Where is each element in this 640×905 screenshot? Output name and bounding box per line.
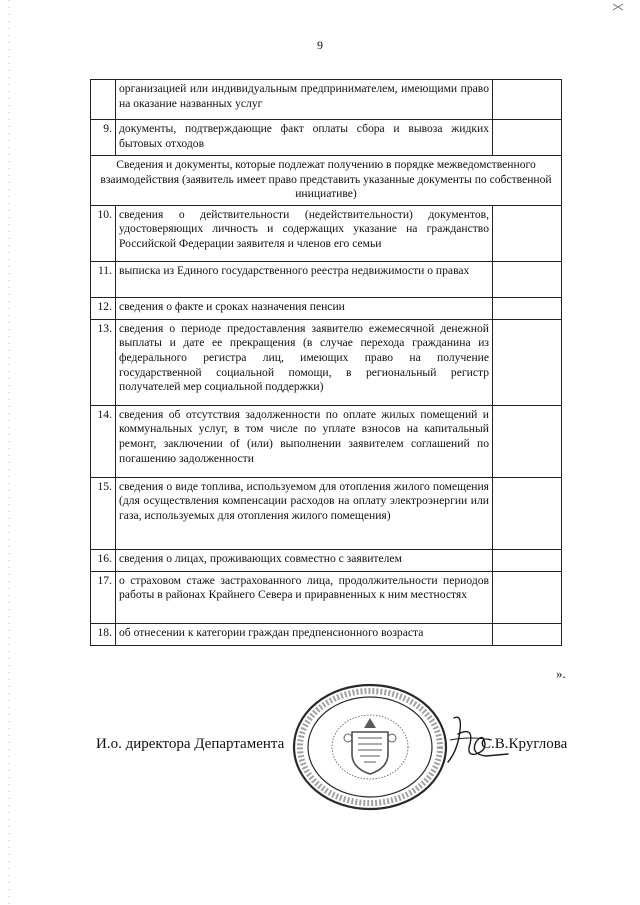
signatory-name: С.В.Круглова — [481, 736, 568, 752]
row-text: сведения о лицах, проживающих совместно с заявителем — [116, 549, 493, 571]
row-text: сведения о периоде предоставления заявителю ежемесячной денежной выплаты и дате ее прекращения (в случае перехода гражданина из федерального регистра лиц, имеющих право на получение государственной социальной помощи, в региональный регистр получателей мер социальной поддержки) — [116, 319, 493, 405]
table-row — [91, 571, 562, 623]
row-mark-cell — [493, 297, 562, 319]
row-number — [91, 80, 116, 120]
row-text: организацией или индивидуальным предпринимателем, имеющими право на оказание названных услуг — [116, 80, 493, 120]
row-mark-cell — [493, 477, 562, 549]
corner-scan-mark — [612, 2, 624, 12]
table-row — [91, 261, 562, 297]
row-number: 16. — [91, 549, 116, 571]
row-text: сведения о факте и сроках назначения пенсии — [116, 297, 493, 319]
row-number: 9. — [91, 120, 116, 156]
table-row — [91, 80, 562, 120]
row-text: сведения о виде топлива, используемом для отопления жилого помещения (для осуществления компенсации расходов на оплату электроэнергии или газа, используемых для отопления жилого помещения) — [116, 477, 493, 549]
table-row — [91, 405, 562, 477]
section-heading: Сведения и документы, которые подлежат получению в порядке межведомственного взаимодействия (заявитель имеет право представить указанные документы по собственной инициативе) — [91, 156, 562, 206]
row-text: выписка из Единого государственного реестра недвижимости о правах — [116, 261, 493, 297]
table-row — [91, 623, 562, 645]
documents-table — [90, 79, 562, 646]
table-row — [91, 477, 562, 549]
signatory-position: И.о. директора Департамента — [96, 736, 285, 752]
binding-margin-dots — [8, 0, 10, 905]
closing-quote: ». — [556, 666, 566, 681]
row-mark-cell — [493, 319, 562, 405]
table-row — [91, 297, 562, 319]
row-number: 13. — [91, 319, 116, 405]
row-mark-cell — [493, 80, 562, 120]
row-text: об отнесении к категории граждан предпенсионного возраста — [116, 623, 493, 645]
page-number: 9 — [317, 38, 323, 52]
row-number: 15. — [91, 477, 116, 549]
table-row — [91, 549, 562, 571]
row-number: 10. — [91, 205, 116, 261]
table-row — [91, 205, 562, 261]
row-mark-cell — [493, 623, 562, 645]
row-number: 14. — [91, 405, 116, 477]
coat-of-arms-icon — [344, 718, 396, 774]
row-number: 18. — [91, 623, 116, 645]
official-seal — [290, 682, 450, 812]
row-number: 17. — [91, 571, 116, 623]
row-mark-cell — [493, 261, 562, 297]
table-row — [91, 319, 562, 405]
table-row — [91, 120, 562, 156]
row-text: сведения о действительности (недействительности) документов, удостоверяющих личность и содержащих указание на гражданство Российской Федерации заявителя и членов его семьи — [116, 205, 493, 261]
row-mark-cell — [493, 571, 562, 623]
section-row — [91, 156, 562, 206]
row-text: о страховом стаже застрахованного лица, продолжительности периодов работы в районах Крайнего Севера и приравненных к ним местностях — [116, 571, 493, 623]
row-mark-cell — [493, 205, 562, 261]
row-mark-cell — [493, 405, 562, 477]
row-mark-cell — [493, 120, 562, 156]
row-number: 12. — [91, 297, 116, 319]
row-mark-cell — [493, 549, 562, 571]
row-text: сведения об отсутствия задолженности по оплате жилых помещений и коммунальных услуг, в том числе по уплате взносов на капитальный ремонт, заключении of (или) выполнении заявителем соглашений по погашению задолженности — [116, 405, 493, 477]
row-number: 11. — [91, 261, 116, 297]
row-text: документы, подтверждающие факт оплаты сбора и вывоза жидких бытовых отходов — [116, 120, 493, 156]
